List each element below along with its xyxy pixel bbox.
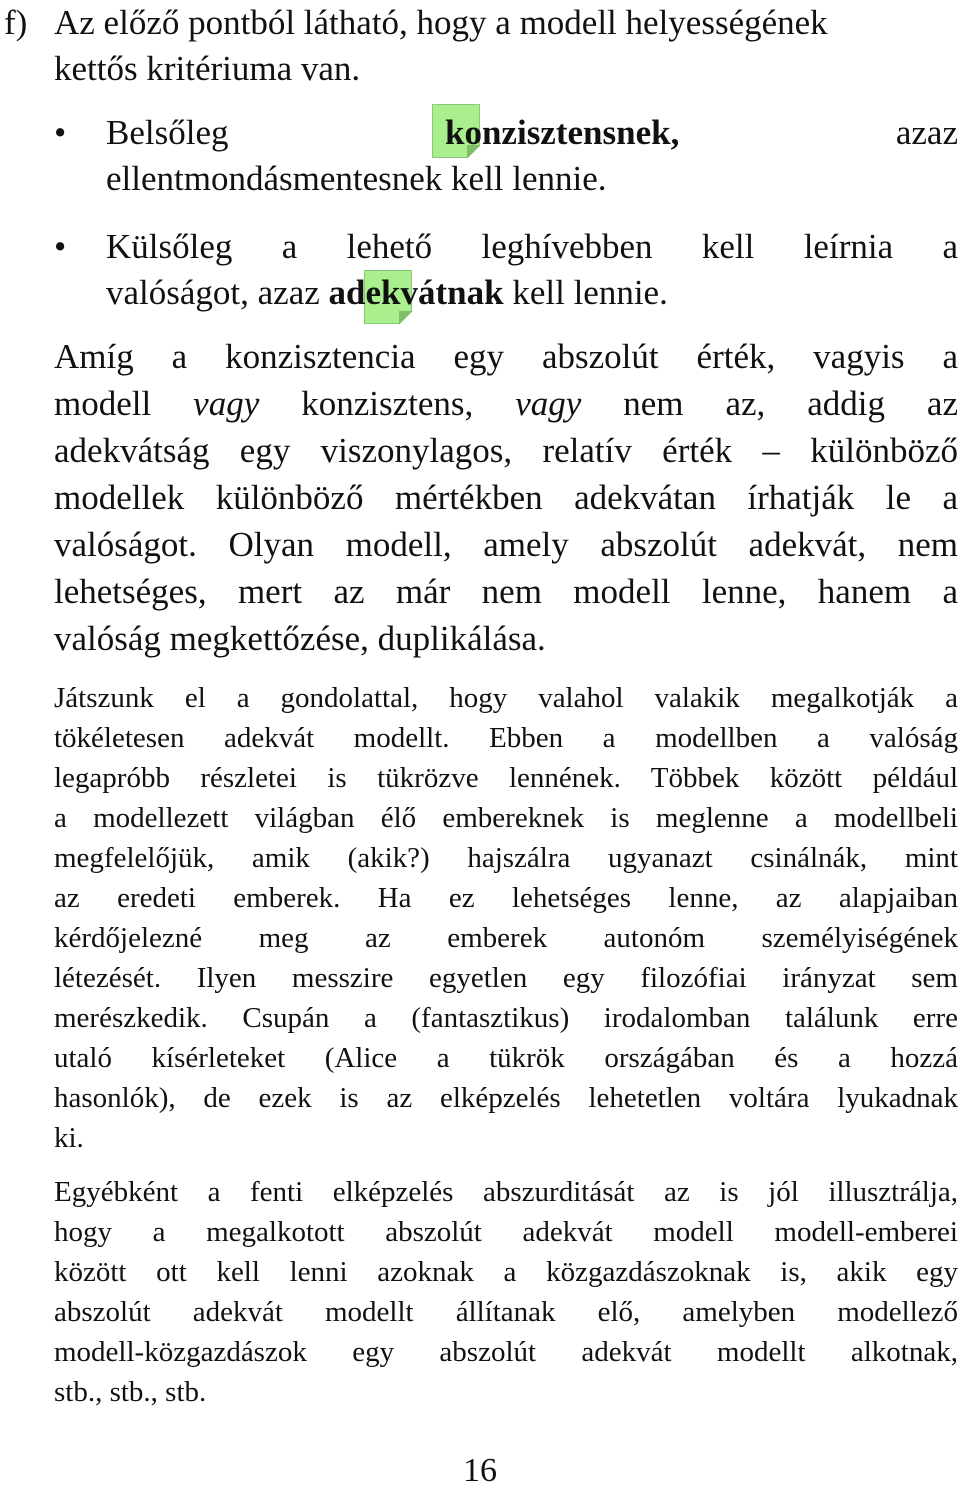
bullet-item bbox=[106, 110, 958, 202]
text-line: Külsőleg a lehető leghívebben kell leírnia a bbox=[106, 227, 958, 266]
text-line: tökéletesen adekvát modellt. Ebben a modellben a valóság bbox=[54, 722, 958, 754]
text-line: legapróbb részletei is tükrözve lennének. Többek között például bbox=[54, 762, 958, 794]
text-line: Játszunk el a gondolattal, hogy valahol valakik megalkotják a bbox=[54, 682, 958, 714]
text-line: kérdőjelezné meg az emberek autonóm személyiségének bbox=[54, 922, 958, 954]
text-line: Egyébként a fenti elképzelés abszurditását az is jól illusztrálja, bbox=[54, 1176, 958, 1208]
text-line: abszolút adekvát modellt állítanak elő, amelyben modellező bbox=[54, 1296, 958, 1328]
text-line: stb., stb., stb. bbox=[54, 1376, 207, 1408]
bullet-symbol: • bbox=[54, 227, 67, 266]
text-line: modell vagy konzisztens, vagy nem az, addig az bbox=[54, 384, 958, 423]
text-line: Amíg a konzisztencia egy abszolút érték, vagyis a bbox=[54, 337, 958, 376]
text-line: létezését. Ilyen messzire egyetlen egy filozófiai irányzat sem bbox=[54, 962, 958, 994]
text-line: ki. bbox=[54, 1122, 84, 1154]
text-line: utaló kísérleteket (Alice a tükrök országában és a hozzá bbox=[54, 1042, 958, 1074]
paragraph-1 bbox=[54, 333, 958, 662]
bullet-symbol: • bbox=[54, 113, 67, 152]
text-line: hasonlók), de ezek is az elképzelés lehetetlen voltára lyukadnak bbox=[54, 1082, 958, 1114]
text-line: ellentmondásmentesnek kell lennie. bbox=[106, 159, 607, 198]
text-line: valóság megkettőzése, duplikálása. bbox=[54, 619, 546, 658]
text-line: között ott kell lenni azoknak a közgazdászoknak is, akik egy bbox=[54, 1256, 958, 1288]
text-word: azaz bbox=[895, 113, 958, 152]
text-span: valóságot, azaz bbox=[106, 273, 329, 312]
text-span: kell lennie. bbox=[503, 273, 668, 312]
text-line: hogy a megalkotott abszolút adekvát modell modell-emberei bbox=[54, 1216, 958, 1248]
page-number: 16 bbox=[463, 1452, 497, 1489]
text-line: az eredeti emberek. Ha ez lehetséges lenne, az alapjaiban bbox=[54, 882, 958, 914]
text-line bbox=[106, 270, 958, 316]
text-line: lehetséges, mert az már nem modell lenne, hanem a bbox=[54, 572, 958, 611]
text-line: modellek különböző mértékben adekvátan írhatják le a bbox=[54, 478, 958, 517]
keyword-bold: konzisztensnek, bbox=[445, 113, 680, 152]
bullet-item bbox=[106, 224, 958, 316]
keyword-bold: adekvátnak bbox=[328, 273, 504, 312]
text-line: valóságot. Olyan modell, amely abszolút adekvát, nem bbox=[54, 525, 958, 564]
text-line: kettős kritériuma van. bbox=[54, 49, 361, 88]
text-word: Belsőleg bbox=[106, 113, 229, 152]
text-line: modell-közgazdászok egy abszolút adekvát modellt alkotnak, bbox=[54, 1336, 958, 1368]
text-line: Az előző pontból látható, hogy a modell helyességének bbox=[54, 3, 828, 42]
paragraph-2 bbox=[54, 678, 958, 1158]
paragraph-3 bbox=[54, 1172, 958, 1412]
text-line: megfelelőjük, amik (akik?) hajszálra ugyanazt csinálnák, mint bbox=[54, 842, 958, 874]
text-line: merészkedik. Csupán a (fantasztikus) irodalomban találunk erre bbox=[54, 1002, 958, 1034]
item-label: f) bbox=[4, 3, 28, 42]
text-line: a modellezett világban élő embereknek is meglenne a modellbeli bbox=[54, 802, 958, 834]
text-line: adekvátság egy viszonylagos, relatív érték – különböző bbox=[54, 431, 958, 470]
